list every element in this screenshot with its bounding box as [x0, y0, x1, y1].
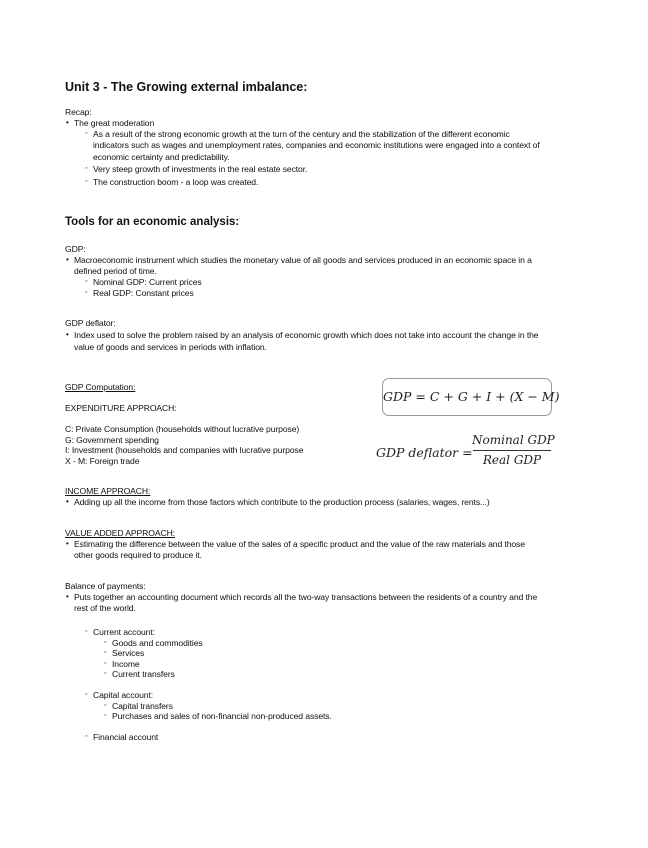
value-added-approach-label: VALUE ADDED APPROACH:: [65, 528, 175, 538]
current-account-item-goods: ◦ Goods and commodities: [112, 637, 203, 649]
capital-account-item-assets: ◦ Purchases and sales of non-financial non-produced assets.: [112, 710, 332, 722]
value-added-bullet-line-2: other goods required to produce it.: [74, 550, 202, 560]
deflator-formula-lhs: GDP deflator =: [376, 445, 473, 460]
capital-account-label: ◦ Capital account:: [93, 689, 153, 701]
bop-bullet-line-2: rest of the world.: [74, 603, 136, 613]
section-heading-tools: Tools for an economic analysis:: [65, 216, 240, 228]
gdp-subitem-nominal: ◦ Nominal GDP: Current prices: [93, 276, 202, 288]
gdp-formula-box: [382, 378, 560, 416]
gdp-bullet-line-2: defined period of time.: [74, 266, 157, 276]
gdp-formula: GDP = C + G + I + (X − M): [383, 389, 560, 404]
expenditure-approach-label: EXPENDITURE APPROACH:: [65, 403, 177, 413]
deflator-fraction-bar: [473, 450, 551, 451]
page-title: Unit 3 - The Growing external imbalance:: [65, 80, 308, 94]
value-added-bullet-line-1: • Estimating the difference between the value of the sales of a specific product and the value of the raw materials and those: [74, 538, 525, 550]
expenditure-line-g: G: Government spending: [65, 435, 159, 445]
gdp-deflator-bullet-line-2: value of goods and services in periods with inflation.: [74, 342, 267, 352]
gdp-deflator-label: GDP deflator:: [65, 318, 116, 328]
gdp-subitem-real: ◦ Real GDP: Constant prices: [93, 287, 194, 299]
gdp-deflator-bullet-line-1: • Index used to solve the problem raised by an analysis of economic growth which does not take into account the change in the: [74, 329, 538, 341]
bop-bullet-line-1: • Puts together an accounting document which records all the two-way transactions between the residents of a country and the: [74, 591, 537, 603]
gdp-computation-label: GDP Computation:: [65, 382, 136, 392]
income-approach-label: INCOME APPROACH:: [65, 486, 151, 496]
current-account-label: ◦ Current account:: [93, 626, 155, 638]
gdp-label: GDP:: [65, 244, 86, 254]
financial-account-label: ◦ Financial account: [93, 731, 158, 743]
recap-subitem-1-line-1: ◦ As a result of the strong economic growth at the turn of the century and the stabilization of the different economic: [93, 128, 510, 140]
recap-item: • The great moderation: [74, 117, 154, 129]
recap-subitem-2: ◦ Very steep growth of investments in the real estate sector.: [93, 163, 307, 175]
capital-account-item-transfers: ◦ Capital transfers: [112, 700, 173, 712]
current-account-item-income: ◦ Income: [112, 658, 140, 670]
deflator-denominator: Real GDP: [482, 453, 542, 467]
gdp-bullet-line-1: • Macroeconomic instrument which studies the monetary value of all goods and services produced in an economic space in a: [74, 254, 532, 266]
current-account-item-services: ◦ Services: [112, 647, 144, 659]
expenditure-line-xm: X - M: Foreign trade: [65, 456, 140, 466]
recap-subitem-1-line-2: indicators such as wages and unemployment rates, companies and economic institutions were engaged into a context of: [93, 140, 540, 150]
recap-subitem-3: ◦ The construction boom - a loop was created.: [93, 176, 258, 188]
current-account-item-transfers: ◦ Current transfers: [112, 668, 175, 680]
deflator-numerator: Nominal GDP: [472, 433, 555, 447]
recap-subitem-1-line-3: economic certainty and predictability.: [93, 152, 230, 162]
recap-label: Recap:: [65, 107, 92, 117]
expenditure-line-i: I: Investment (households and companies with lucrative purpose: [65, 445, 304, 455]
balance-of-payments-label: Balance of payments:: [65, 581, 146, 591]
expenditure-line-c: C: Private Consumption (households without lucrative purpose): [65, 424, 300, 434]
income-approach-bullet: • Adding up all the income from those factors which contribute to the production process (salaries, wages, rents...): [74, 496, 490, 508]
